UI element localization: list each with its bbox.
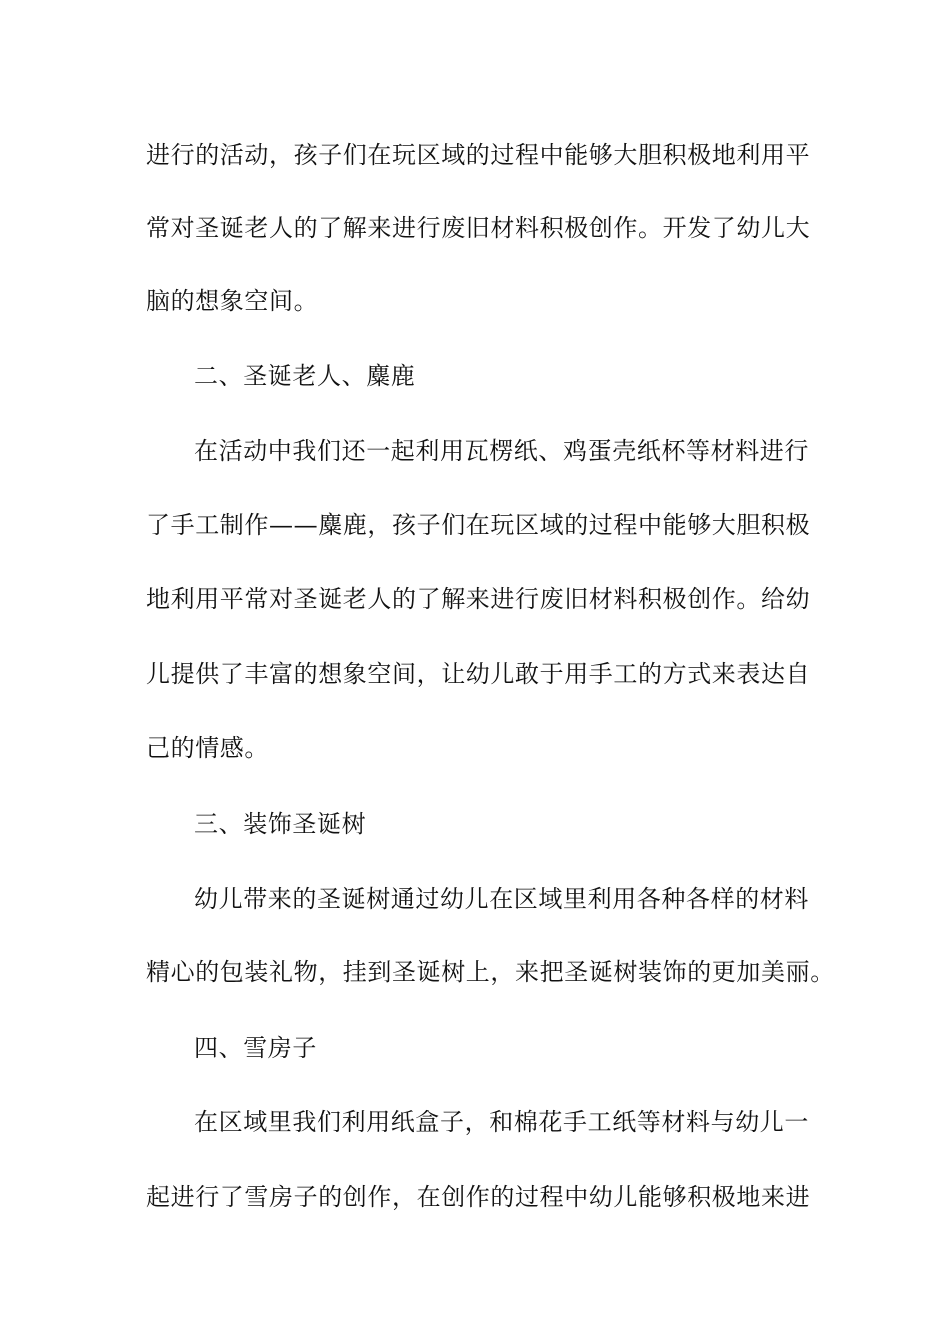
section-heading: 四、雪房子 [194, 1034, 317, 1062]
text-line: 精心的包装礼物，挂到圣诞树上，来把圣诞树装饰的更加美丽。 [146, 958, 835, 986]
text-line: 了手工制作——麋鹿，孩子们在玩区域的过程中能够大胆积极 [146, 511, 811, 539]
text-line: 幼儿带来的圣诞树通过幼儿在区域里利用各种各样的材料 [194, 885, 809, 913]
text-line: 常对圣诞老人的了解来进行废旧材料积极创作。开发了幼儿大 [146, 214, 811, 242]
text-line: 地利用平常对圣诞老人的了解来进行废旧材料积极创作。给幼 [146, 585, 811, 613]
text-line: 脑的想象空间。 [146, 287, 319, 315]
text-line: 儿提供了丰富的想象空间，让幼儿敢于用手工的方式来表达自 [146, 660, 811, 688]
text-line: 己的情感。 [146, 734, 269, 762]
section-heading: 三、装饰圣诞树 [194, 810, 367, 838]
text-line: 进行的活动，孩子们在玩区域的过程中能够大胆积极地利用平 [146, 141, 811, 169]
text-line: 起进行了雪房子的创作，在创作的过程中幼儿能够积极地来进 [146, 1183, 811, 1211]
text-line: 在区域里我们利用纸盒子，和棉花手工纸等材料与幼儿一 [194, 1108, 809, 1136]
text-line: 在活动中我们还一起利用瓦楞纸、鸡蛋壳纸杯等材料进行 [194, 437, 809, 465]
section-heading: 二、圣诞老人、麋鹿 [194, 362, 416, 390]
